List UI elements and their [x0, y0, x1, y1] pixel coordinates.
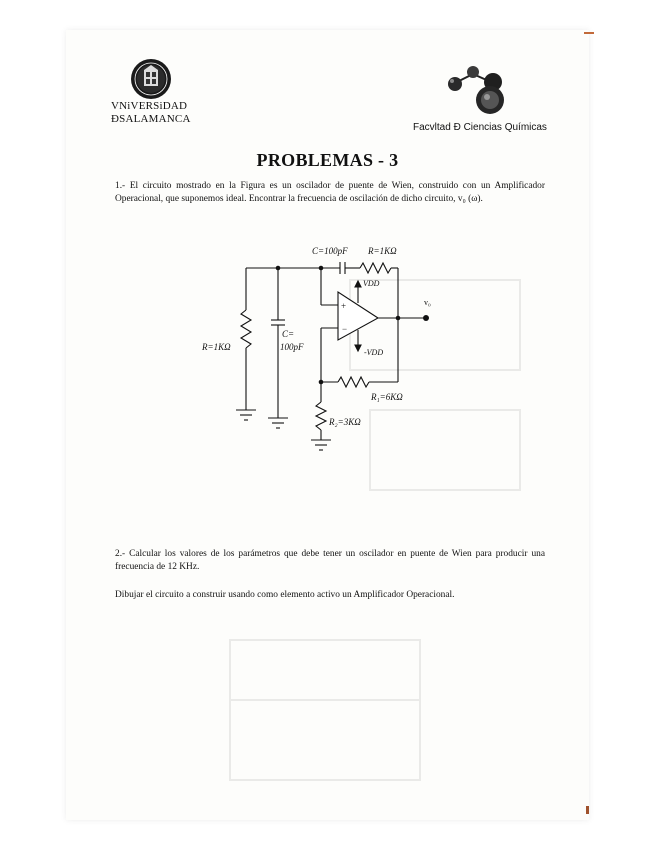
label-c-left-2: 100pF [280, 342, 304, 352]
university-name [111, 100, 191, 126]
node-dot [319, 266, 324, 271]
problem-2 [115, 548, 545, 573]
node-dot [276, 266, 281, 271]
resistor-r-left [241, 310, 251, 348]
wien-bridge-circuit-diagram [200, 240, 450, 465]
label-r1: R₁=6KΩ [371, 392, 403, 402]
edge-mark [586, 806, 589, 814]
problem-2-text: Calcular los valores de los parámetros que debe tener un oscilador en puente de Wien para producir una frecuencia de 12 KHz. [115, 549, 545, 572]
label-vdd: VDD [363, 279, 380, 288]
faculty-molecule-logo [443, 60, 515, 118]
problem-1-number: 1.- [115, 181, 126, 191]
label-r-top: R=1KΩ [368, 246, 397, 256]
label-vdd-neg: -VDD [364, 348, 384, 357]
output-terminal [423, 315, 429, 321]
problem-1 [115, 180, 545, 205]
university-seal-logo [130, 58, 172, 100]
label-vout: v₀ [424, 298, 431, 307]
problem-2-number: 2.- [115, 549, 126, 559]
label-minus: − [342, 324, 348, 334]
node-dot [396, 316, 401, 321]
problem-2-instruction: Dibujar el circuito a construir usando como elemento activo un Amplificador Operacional. [115, 590, 455, 600]
label-r-left: R=1KΩ [202, 342, 231, 352]
label-c-top: C=100pF [312, 246, 348, 256]
bleed-through-shadow [200, 620, 460, 800]
label-c-left-1: C= [282, 329, 295, 339]
label-plus: + [341, 301, 347, 311]
label-r2: R₂=3KΩ [329, 417, 361, 427]
faculty-name: Facvltad Ð Ciencias Químicas [413, 122, 547, 133]
problem-1-text: El circuito mostrado en la Figura es un oscilador de puente de Wien, construido con un Amplificador Operacional, que suponemos ideal. Encontrar la frecuencia de oscilación de dicho circuito, v₀ (ω). [115, 181, 545, 204]
edge-mark [584, 32, 594, 34]
node-dot [319, 380, 324, 385]
page-title: PROBLEMAS - 3 [256, 150, 399, 170]
university-name-line1: VNiVERSiDAD [111, 100, 188, 112]
university-name-line2: ÐSALAMANCA [111, 113, 191, 125]
resistor-r2 [316, 402, 326, 430]
resistor [360, 263, 391, 273]
resistor-r1 [338, 377, 369, 387]
